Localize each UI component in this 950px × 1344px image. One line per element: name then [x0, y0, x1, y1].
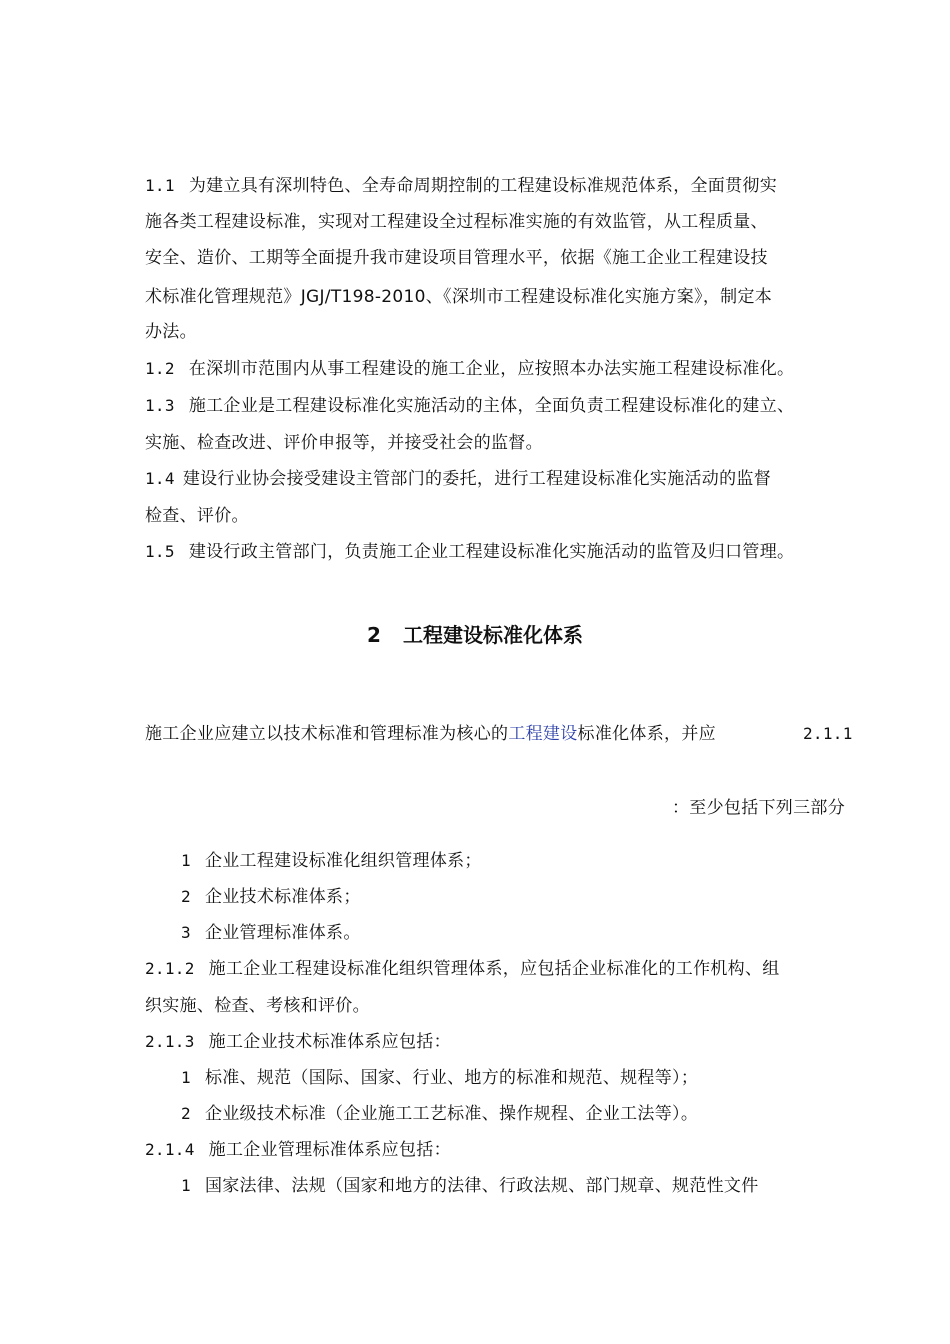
clause-2-1-2-line-1: [145, 958, 780, 980]
clause-1-3-line-1: [145, 395, 794, 417]
clause-1-2: [145, 358, 794, 380]
clause-number: 2.1.2: [145, 959, 195, 978]
clause-number: 1.4: [145, 469, 175, 488]
clause-2-1-1-line-2: ：至少包括下列三部分: [672, 798, 845, 818]
list-text: 企业管理标准体系。: [204, 923, 361, 943]
clause-1-1-line-2: 施各类工程建设标准，实现对工程建设全过程标准实施的有效监管，从工程质量、: [145, 212, 768, 232]
clause-text: 施工企业工程建设标准化组织管理体系，应包括企业标准化的工作机构、组: [208, 959, 780, 979]
list-item: [181, 1103, 698, 1125]
section-title: 工程建设标准化体系: [402, 623, 583, 647]
clause-number: 1.3: [145, 396, 175, 415]
clause-text: 在深圳市范围内从事工程建设的施工企业，应按照本办法实施工程建设标准化。: [188, 359, 795, 379]
clause-text: 施工企业管理标准体系应包括：: [208, 1140, 451, 1160]
list-item: [181, 850, 482, 872]
list-number: 1: [181, 1068, 191, 1087]
clause-number: 1.2: [145, 359, 175, 378]
clause-text: 施工企业是工程建设标准化实施活动的主体，全面负责工程建设标准化的建立、: [188, 396, 795, 416]
list-item: [181, 886, 361, 908]
clause-text: 施工企业技术标准体系应包括：: [208, 1032, 451, 1052]
clause-1-4-line-2: 检查、评价。: [145, 506, 249, 526]
clause-number: 1.1: [145, 176, 175, 195]
list-text: 企业工程建设标准化组织管理体系；: [204, 851, 482, 871]
list-text: 标准、规范（国际、国家、行业、地方的标准和规范、规程等）；: [204, 1068, 699, 1088]
list-number: 2: [181, 887, 191, 906]
clause-1-5: [145, 541, 794, 563]
list-item: [181, 1067, 698, 1089]
clause-2-1-2-line-2: 织实施、检查、考核和评价。: [145, 996, 370, 1016]
clause-1-4-line-1: [145, 468, 771, 490]
clause-number: 1.5: [145, 542, 175, 561]
term-link[interactable]: 工程建设: [508, 724, 578, 744]
section-heading: [0, 622, 950, 648]
clause-1-1-line-4: 术标准化管理规范》JGJ/T198-2010、《深圳市工程建设标准化实施方案》，制定本: [145, 287, 773, 307]
list-text: 企业技术标准体系；: [204, 887, 361, 907]
list-number: 1: [181, 1176, 191, 1195]
section-number: 2: [367, 623, 381, 647]
clause-2-1-3: [145, 1031, 451, 1053]
clause-1-1-line-3: 安全、造价、工期等全面提升我市建设项目管理水平，依据《施工企业工程建设技: [145, 248, 768, 268]
clause-number: 2.1.4: [145, 1140, 195, 1159]
clause-1-1-line-1: [145, 175, 777, 197]
clause-text: 为建立具有深圳特色、全寿命周期控制的工程建设标准规范体系，全面贯彻实: [188, 176, 778, 196]
clause-number-2-1-1: [803, 723, 853, 745]
clause-text: 建设行业协会接受建设主管部门的委托，进行工程建设标准化实施活动的监督: [182, 469, 772, 489]
list-item: [181, 1175, 759, 1197]
clause-text: 建设行政主管部门，负责施工企业工程建设标准化实施活动的监管及归口管理。: [188, 542, 795, 562]
clause-2-1-4: [145, 1139, 451, 1161]
clause-text-pre: 施工企业应建立以技术标准和管理标准为核心的: [145, 724, 509, 744]
list-number: 1: [181, 851, 191, 870]
list-number: 3: [181, 923, 191, 942]
list-item: [181, 922, 361, 944]
list-text: 企业级技术标准（企业施工工艺标准、操作规程、企业工法等）。: [204, 1104, 699, 1124]
list-text: 国家法律、法规（国家和地方的法律、行政法规、部门规章、规范性文件: [204, 1176, 759, 1196]
clause-2-1-1-line-1: [145, 723, 716, 745]
clause-number: 2.1.1: [803, 724, 853, 743]
clause-number: 2.1.3: [145, 1032, 195, 1051]
clause-text-post: 标准化体系，并应: [577, 724, 716, 744]
clause-1-1-line-5: 办法。: [145, 322, 197, 342]
list-number: 2: [181, 1104, 191, 1123]
clause-1-3-line-2: 实施、检查改进、评价申报等，并接受社会的监督。: [145, 433, 543, 453]
